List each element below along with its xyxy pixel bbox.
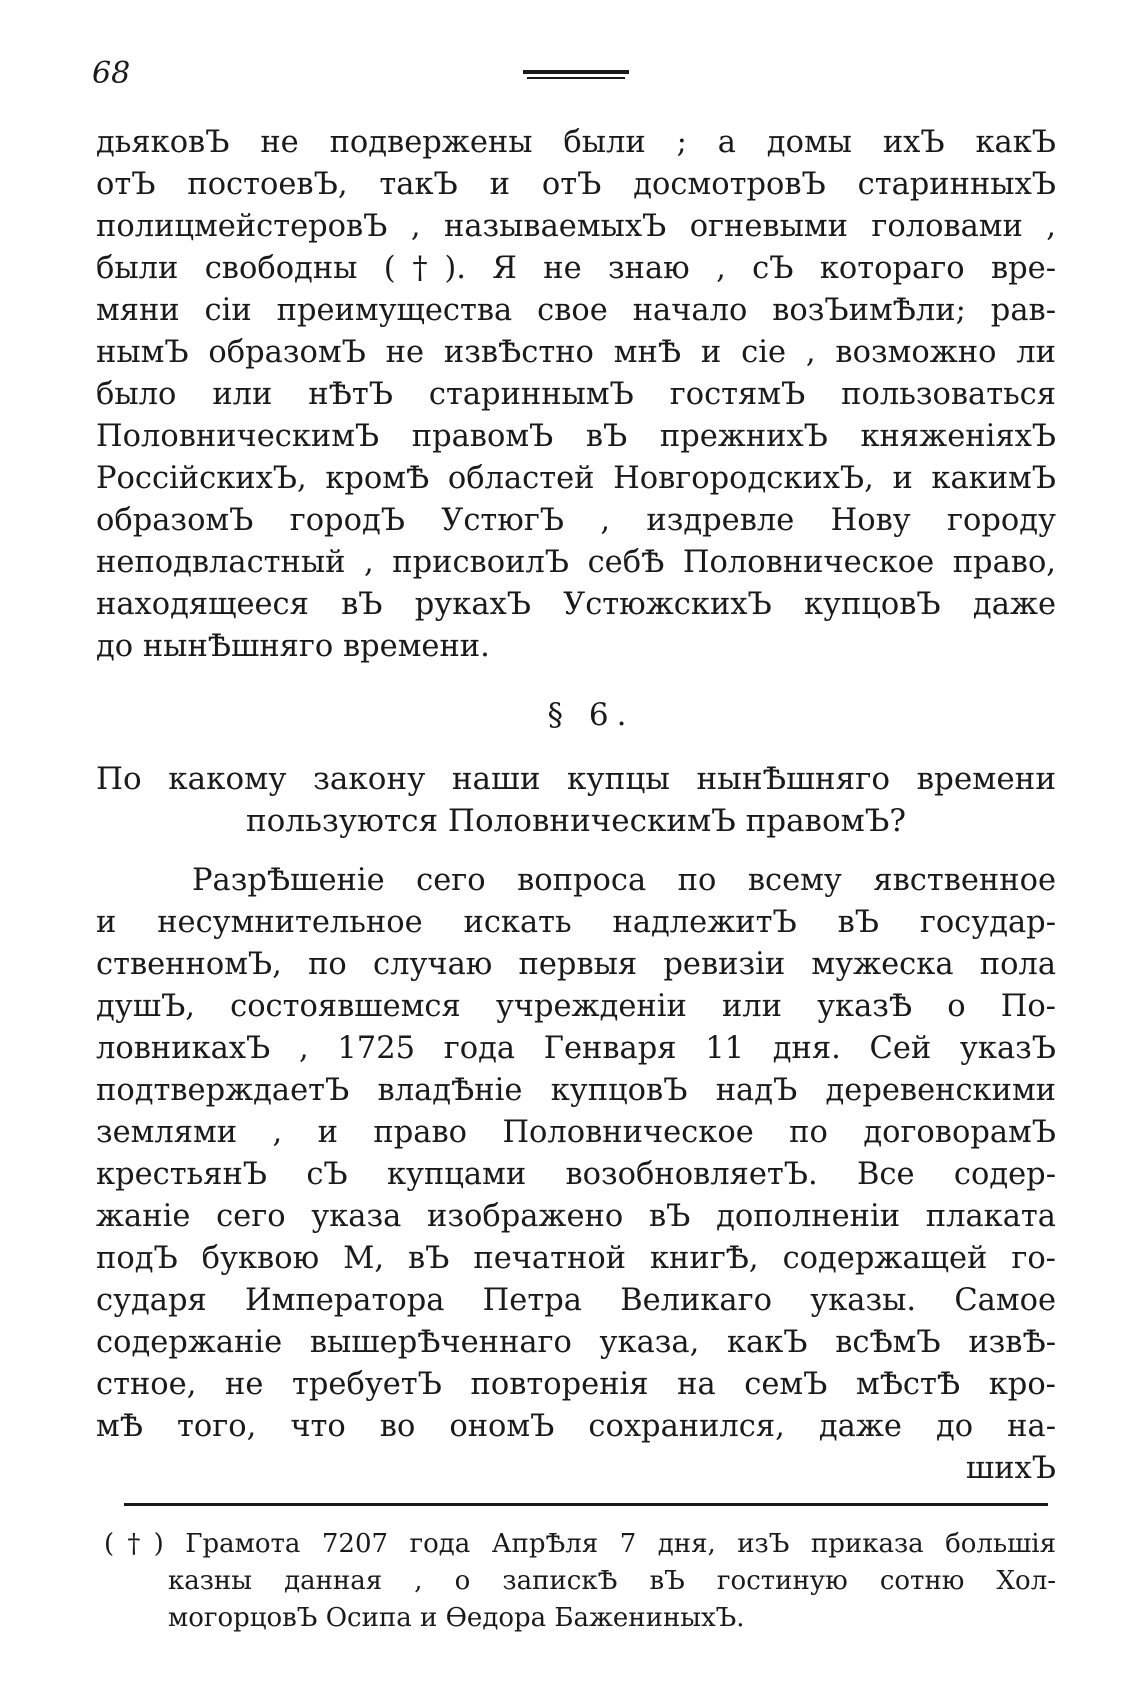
paragraph-answer: [96, 860, 1056, 1490]
text-line: мяни сіи преимущества свое начало возЪимѢли; рав-: [96, 293, 1056, 328]
text-line: отЪ постоевЪ, такЪ и отЪ досмотровЪ старинныхЪ: [96, 167, 1056, 202]
text-line: содержаніе вышерѢченнаго указа, какЪ всѢмЪ извѢ-: [96, 1325, 1056, 1360]
footnote-line: казны данная , о запискѢ вЪ гостиную сотню Хол-: [168, 1566, 1056, 1596]
ornament-rule-thin: [527, 77, 625, 79]
text-line: были свободны (†). Я не знаю , сЪ котораго вре-: [96, 251, 1056, 286]
page-number: 68: [92, 56, 131, 91]
text-line: дьяковЪ не подвержены были ; а домы ихЪ какЪ: [96, 125, 1056, 160]
footnote-divider: [124, 1503, 1048, 1506]
text-line: стное, не требуетЪ повторенія на семЪ мѢстѢ кро-: [96, 1367, 1056, 1402]
paragraph-continued: [96, 122, 1056, 668]
text-line: РазрѢшеніе сего вопроса по всему явственное: [192, 863, 1056, 898]
text-line: до нынѢшняго времени.: [96, 629, 490, 664]
text-line: землями , и право Половническое по договорамЪ: [96, 1115, 1056, 1150]
footnote-line: могорцовЪ Осипа и Ѳедора БажениныхЪ.: [168, 1603, 745, 1633]
text-line: и несумнительное искать надлежитЪ вЪ государ-: [96, 905, 1056, 940]
section-heading: [96, 758, 1056, 842]
text-line: подЪ буквою М, вЪ печатной книгѢ, содержащей го-: [96, 1241, 1056, 1276]
ornament-rule-thick: [523, 70, 629, 74]
footnote: [104, 1526, 1056, 1637]
heading-line: пользуются ПоловническимЪ правомЪ?: [245, 803, 907, 839]
heading-line: По какому закону наши купцы нынѢшняго времени: [96, 761, 1056, 797]
catchword: шихЪ: [965, 1451, 1056, 1486]
text-line: душЪ, состоявшемся учрежденіи или указѢ о По-: [96, 989, 1056, 1024]
text-line: подтверждаетЪ владѢніе купцовЪ надЪ деревенскими: [96, 1073, 1056, 1108]
section-number: § 6.: [547, 697, 635, 733]
text-line: ственномЪ, по случаю первыя ревизіи мужеска пола: [96, 947, 1056, 982]
text-line: РоссійскихЪ, кромѢ областей НовгородскихЪ, и какимЪ: [96, 461, 1056, 496]
text-line: мѢ того, что во ономЪ сохранился, даже до на-: [96, 1409, 1056, 1444]
text-line: жаніе сего указа изображено вЪ дополненіи плаката: [96, 1199, 1056, 1234]
text-line: образомЪ городЪ УстюгЪ , издревле Нову городу: [96, 503, 1056, 538]
text-line: ПоловническимЪ правомЪ вЪ прежнихЪ княженіяхЪ: [96, 419, 1056, 454]
text-line: ловникахЪ , 1725 года Генваря 11 дня. Сей указЪ: [96, 1031, 1056, 1066]
text-line: сударя Императора Петра Великаго указы. Самое: [96, 1283, 1056, 1318]
header-ornament: [523, 70, 629, 82]
text-line: крестьянЪ сЪ купцами возобновляетЪ. Все содер-: [96, 1157, 1056, 1192]
text-line: неподвластный , присвоилЪ себѢ Половническое право,: [96, 545, 1056, 580]
text-line: было или нѢтЪ стариннымЪ гостямЪ пользоваться: [96, 377, 1056, 412]
text-line: нымЪ образомЪ не извѢстно мнѢ и сіе , возможно ли: [96, 335, 1056, 370]
text-line: находящееся вЪ рукахЪ УстюжскихЪ купцовЪ даже: [96, 587, 1056, 622]
footnote-line: (†) Грамота 7207 года АпрѢля 7 дня, изЪ приказа большія: [104, 1529, 1056, 1559]
text-line: полицмейстеровЪ , называемыхЪ огневыми головами ,: [96, 209, 1056, 244]
